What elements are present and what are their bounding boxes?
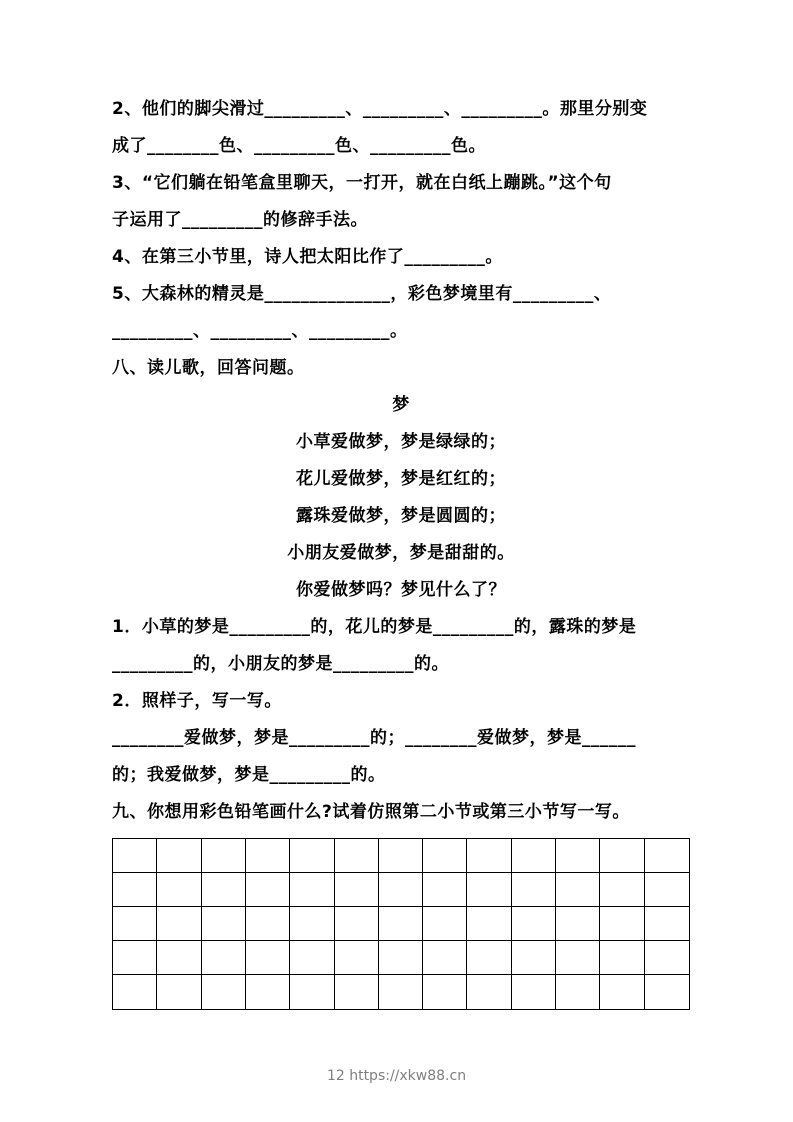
grid-cell [202, 975, 246, 1009]
grid-cell [512, 941, 556, 975]
grid-cell [600, 873, 644, 907]
grid-cell [600, 907, 644, 941]
grid-cell [113, 941, 157, 975]
question-5-line-2: _________、_________、_________。 [112, 321, 408, 341]
grid-cell [290, 975, 334, 1009]
grid-cell [600, 975, 644, 1009]
question-3-line-1: 3、“它们躺在铅笔盒里聊天，一打开，就在白纸上蹦跳。”这个句 [112, 173, 612, 193]
grid-cell [556, 873, 600, 907]
page-footer: 12 https://xkw88.cn [326, 1068, 467, 1084]
grid-cell [246, 907, 290, 941]
poem-question-1-line-2: _________的，小朋友的梦是_________的。 [112, 654, 449, 674]
poem-line-1: 小草爱做梦，梦是绿绿的； [296, 432, 506, 452]
grid-cell [335, 839, 379, 873]
grid-cell [556, 975, 600, 1009]
grid-cell [556, 907, 600, 941]
grid-cell [202, 839, 246, 873]
poem-line-2: 花儿爱做梦，梦是红红的； [296, 469, 506, 489]
grid-cell [645, 873, 689, 907]
grid-cell [113, 839, 157, 873]
grid-cell [467, 839, 511, 873]
grid-cell [467, 907, 511, 941]
grid-cell [113, 873, 157, 907]
grid-cell [423, 839, 467, 873]
poem-question-2: 2．照样子，写一写。 [112, 691, 282, 711]
grid-cell [335, 873, 379, 907]
question-4: 4、在第三小节里，诗人把太阳比作了_________。 [112, 247, 503, 267]
poem-line-4: 小朋友爱做梦，梦是甜甜的。 [287, 543, 515, 563]
grid-cell [246, 941, 290, 975]
grid-cell [423, 941, 467, 975]
grid-cell [157, 941, 201, 975]
grid-cell [423, 907, 467, 941]
grid-cell [157, 975, 201, 1009]
grid-cell [512, 975, 556, 1009]
worksheet-content [112, 98, 690, 1010]
grid-cell [556, 839, 600, 873]
grid-cell [600, 941, 644, 975]
grid-cell [467, 873, 511, 907]
grid-cell [423, 873, 467, 907]
grid-cell [379, 839, 423, 873]
grid-cell [335, 907, 379, 941]
grid-cell [290, 941, 334, 975]
question-2-line-1: 2、他们的脚尖滑过_________、_________、_________。那里分别变 [112, 99, 648, 119]
grid-cell [290, 907, 334, 941]
grid-cell [246, 873, 290, 907]
grid-cell [157, 839, 201, 873]
writing-grid [112, 838, 690, 1010]
grid-cell [467, 975, 511, 1009]
grid-cell [645, 975, 689, 1009]
grid-cell [645, 941, 689, 975]
grid-cell [379, 975, 423, 1009]
section-9-heading: 九、你想用彩色铅笔画什么?试着仿照第二小节或第三小节写一写。 [112, 802, 630, 822]
question-3-line-2: 子运用了_________的修辞手法。 [112, 210, 368, 230]
grid-cell [645, 839, 689, 873]
grid-cell [379, 873, 423, 907]
grid-cell [600, 839, 644, 873]
grid-cell [246, 839, 290, 873]
grid-cell [202, 941, 246, 975]
poem-title: 梦 [392, 395, 410, 415]
grid-cell [645, 907, 689, 941]
poem-line-5: 你爱做梦吗？梦见什么了？ [296, 580, 506, 600]
grid-cell [512, 907, 556, 941]
grid-cell [113, 907, 157, 941]
grid-cell [157, 907, 201, 941]
grid-cell [290, 839, 334, 873]
grid-cell [113, 975, 157, 1009]
grid-cell [157, 873, 201, 907]
question-5-line-1: 5、大森林的精灵是______________，彩色梦境里有_________、 [112, 284, 612, 304]
grid-cell [512, 839, 556, 873]
grid-cell [379, 941, 423, 975]
poem-line-3: 露珠爱做梦，梦是圆圆的； [296, 506, 506, 526]
grid-cell [512, 873, 556, 907]
poem-question-1-line-1: 1．小草的梦是_________的，花儿的梦是_________的，露珠的梦是 [112, 617, 637, 637]
grid-cell [335, 975, 379, 1009]
grid-cell [423, 975, 467, 1009]
poem-question-2-blank-line-2: 的；我爱做梦，梦是_________的。 [112, 765, 386, 785]
grid-cell [246, 975, 290, 1009]
poem-question-2-blank-line-1: ________爱做梦，梦是_________的；________爱做梦，梦是______ [112, 728, 636, 748]
section-8-heading: 八、读儿歌，回答问题。 [112, 358, 305, 378]
grid-cell [379, 907, 423, 941]
grid-cell [202, 873, 246, 907]
grid-cell [290, 873, 334, 907]
question-2-line-2: 成了________色、_________色、_________色。 [112, 136, 486, 156]
grid-cell [202, 907, 246, 941]
grid-cell [467, 941, 511, 975]
grid-cell [556, 941, 600, 975]
grid-cell [335, 941, 379, 975]
